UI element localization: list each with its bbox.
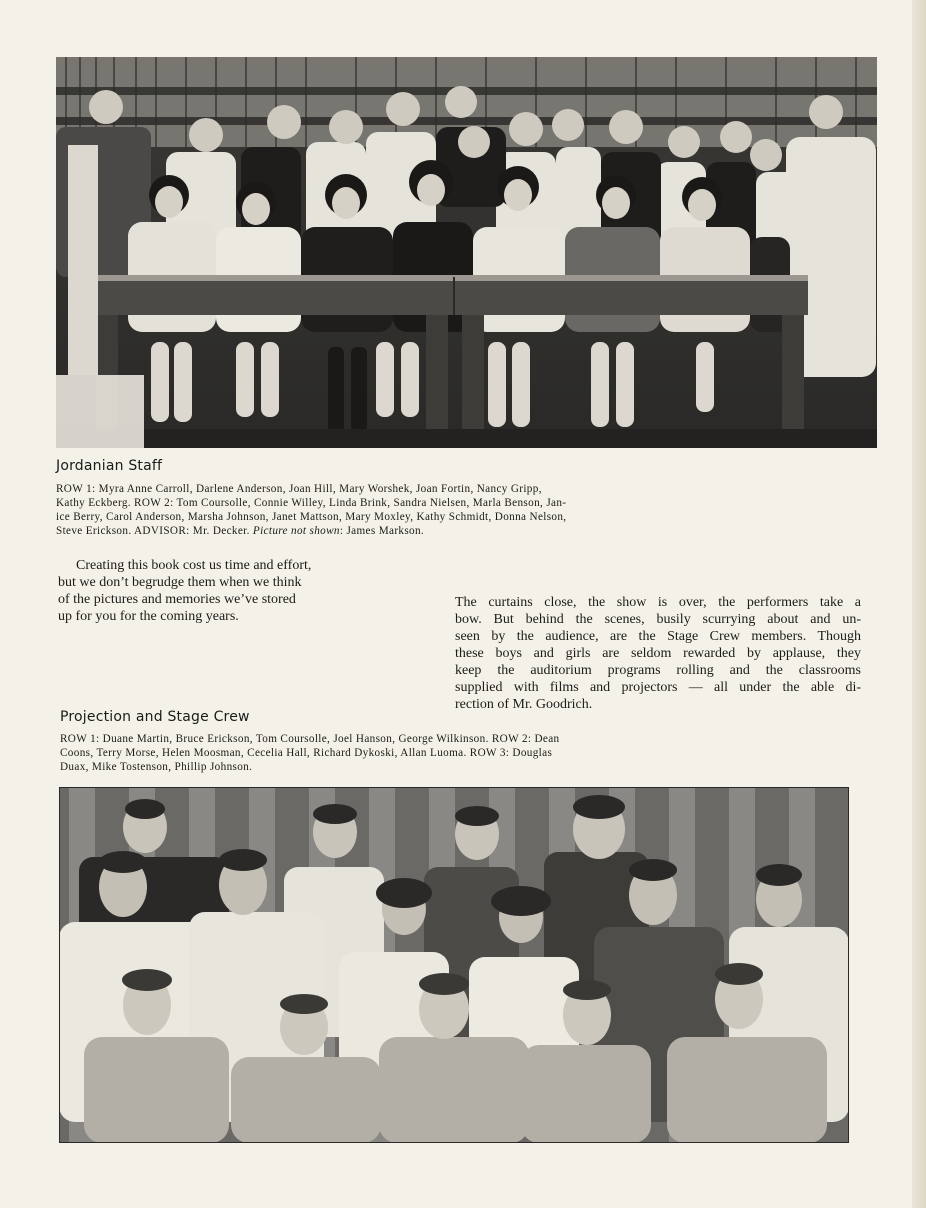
paragraph-line: seen by the audience, are the Stage Crew members. Though	[455, 629, 861, 644]
caption-line: ROW 1: Duane Martin, Bruce Erickson, Tom Coursolle, Joel Hanson, George Wilkinson. ROW 2: Dean	[60, 733, 560, 745]
page-edge	[912, 0, 926, 1208]
caption-line: Coons, Terry Morse, Helen Moosman, Cecelia Hall, Richard Dykoski, Allan Luoma. ROW 3: Douglas	[60, 747, 553, 759]
paragraph-line: Creating this book cost us time and effort,	[76, 558, 312, 573]
stage-crew-group-photo	[59, 787, 849, 1143]
caption-line: Duax, Mike Tostenson, Phillip Johnson.	[60, 761, 253, 773]
staff-names-caption	[56, 482, 686, 538]
paragraph-line: rection of Mr. Goodrich.	[455, 697, 593, 712]
paragraph-line: but we don’t begrudge them when we think	[58, 575, 302, 590]
paragraph-line: supplied with films and projectors — all under the able di-	[455, 680, 861, 695]
section-heading-jordanian-staff: Jordanian Staff	[56, 458, 163, 474]
paragraph-line: up for you for the coming years.	[58, 609, 239, 624]
crew-names-caption	[60, 732, 688, 774]
caption-line: ice Berry, Carol Anderson, Marsha Johnson, Janet Mattson, Mary Moxley, Kathy Schmidt, Donna Nelson,	[56, 511, 567, 523]
caption-italic-note: Picture not shown	[252, 525, 340, 537]
staff-group-photo	[56, 57, 877, 448]
caption-text: : James Markson.	[339, 525, 425, 537]
stage-crew-paragraph	[455, 594, 861, 713]
caption-text: Steve Erickson. ADVISOR: Mr. Decker.	[56, 525, 253, 537]
caption-line: ROW 1: Myra Anne Carroll, Darlene Anderson, Joan Hill, Mary Worshek, Joan Fortin, Nancy Gripp,	[56, 483, 542, 495]
paragraph-line: keep the auditorium programs rolling and the classrooms	[455, 663, 861, 678]
staff-paragraph	[58, 557, 358, 625]
caption-line: Kathy Eckberg. ROW 2: Tom Coursolle, Connie Willey, Linda Brink, Sandra Nielsen, Marla Benson, Jan-	[56, 497, 567, 509]
paragraph-line: these boys and girls are seldom rewarded by applause, they	[455, 646, 861, 661]
paragraph-line: The curtains close, the show is over, the performers take a	[455, 595, 861, 610]
paragraph-line: bow. But behind the scenes, busily scurrying about and un-	[455, 612, 861, 627]
caption-line	[56, 524, 686, 538]
paragraph-line: of the pictures and memories we’ve stored	[58, 592, 296, 607]
section-heading-projection-stage-crew: Projection and Stage Crew	[60, 709, 250, 725]
